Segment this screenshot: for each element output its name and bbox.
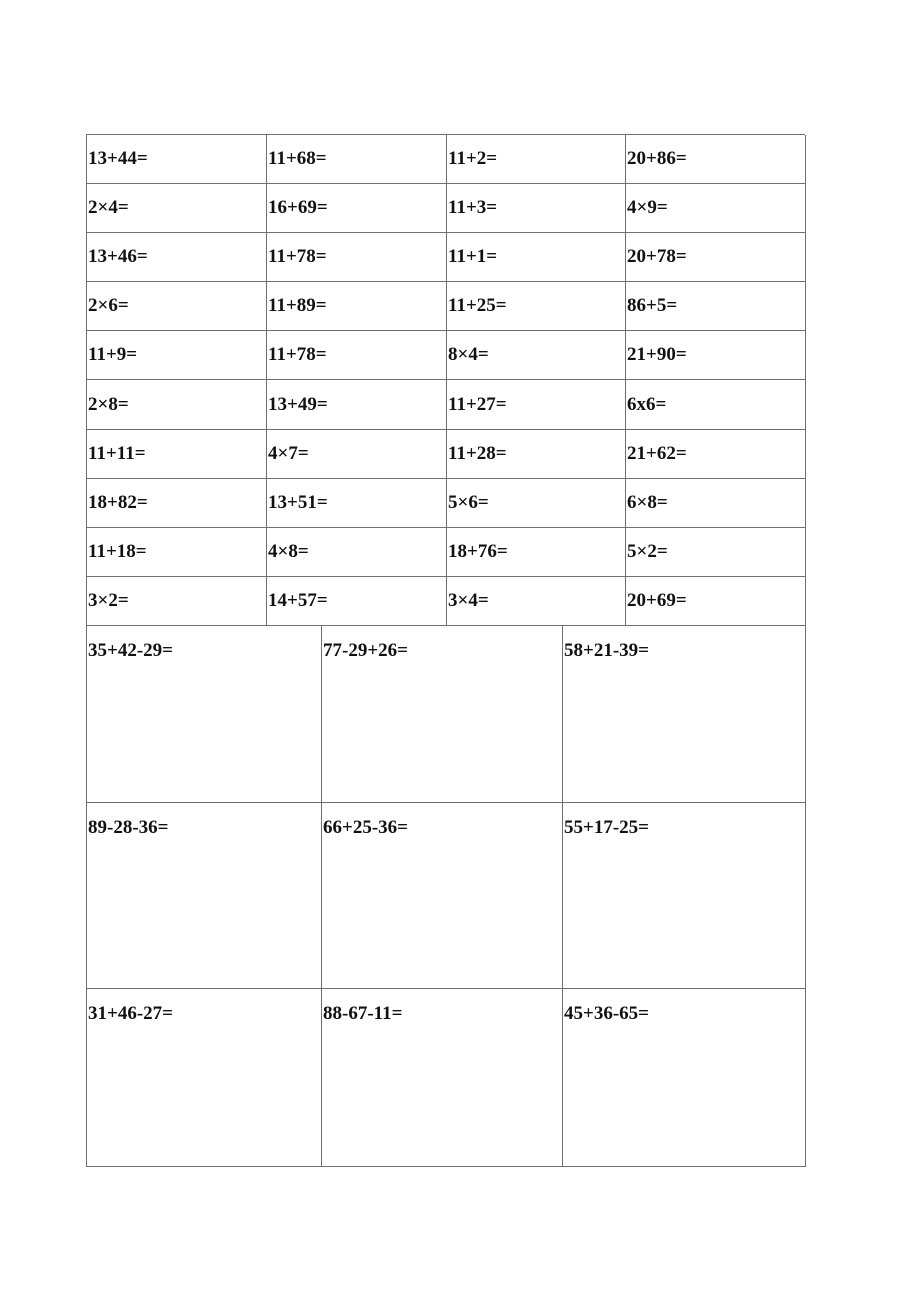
problem-cell: 13+51= bbox=[267, 479, 447, 528]
problem-cell: 21+90= bbox=[626, 331, 806, 380]
problem-cell: 21+62= bbox=[626, 430, 806, 479]
problem-cell: 2×6= bbox=[87, 282, 267, 331]
problem-cell: 20+78= bbox=[626, 233, 806, 282]
problem-cell: 11+68= bbox=[267, 135, 447, 184]
multi-step-problem-cell: 88-67-11= bbox=[322, 989, 563, 1167]
problem-cell: 86+5= bbox=[626, 282, 806, 331]
problem-cell: 11+78= bbox=[267, 331, 447, 380]
problem-cell: 13+44= bbox=[87, 135, 267, 184]
worksheet bbox=[86, 134, 805, 1167]
simple-problems-grid bbox=[86, 134, 805, 626]
problem-cell: 11+27= bbox=[447, 380, 626, 429]
problem-cell: 13+46= bbox=[87, 233, 267, 282]
problem-cell: 11+28= bbox=[447, 430, 626, 479]
multi-step-problems-grid bbox=[86, 626, 805, 1167]
problem-cell: 2×8= bbox=[87, 380, 267, 429]
multi-step-problem-cell: 55+17-25= bbox=[563, 803, 806, 989]
problem-cell: 3×2= bbox=[87, 577, 267, 626]
multi-step-problem-cell: 31+46-27= bbox=[87, 989, 322, 1167]
multi-step-problem-cell: 45+36-65= bbox=[563, 989, 806, 1167]
problem-cell: 18+76= bbox=[447, 528, 626, 577]
problem-cell: 11+9= bbox=[87, 331, 267, 380]
problem-cell: 20+69= bbox=[626, 577, 806, 626]
problem-cell: 3×4= bbox=[447, 577, 626, 626]
problem-cell: 11+78= bbox=[267, 233, 447, 282]
problem-cell: 14+57= bbox=[267, 577, 447, 626]
problem-cell: 11+89= bbox=[267, 282, 447, 331]
multi-step-problem-cell: 35+42-29= bbox=[87, 626, 322, 803]
problem-cell: 16+69= bbox=[267, 184, 447, 233]
problem-cell: 11+1= bbox=[447, 233, 626, 282]
problem-cell: 6×8= bbox=[626, 479, 806, 528]
problem-cell: 4×8= bbox=[267, 528, 447, 577]
problem-cell: 5×6= bbox=[447, 479, 626, 528]
problem-cell: 11+3= bbox=[447, 184, 626, 233]
problem-cell: 8×4= bbox=[447, 331, 626, 380]
problem-cell: 11+11= bbox=[87, 430, 267, 479]
multi-step-problem-cell: 89-28-36= bbox=[87, 803, 322, 989]
multi-step-problem-cell: 77-29+26= bbox=[322, 626, 563, 803]
problem-cell: 2×4= bbox=[87, 184, 267, 233]
problem-cell: 11+2= bbox=[447, 135, 626, 184]
problem-cell: 18+82= bbox=[87, 479, 267, 528]
problem-cell: 20+86= bbox=[626, 135, 806, 184]
problem-cell: 11+18= bbox=[87, 528, 267, 577]
multi-step-problem-cell: 66+25-36= bbox=[322, 803, 563, 989]
problem-cell: 13+49= bbox=[267, 380, 447, 429]
multi-step-problem-cell: 58+21-39= bbox=[563, 626, 806, 803]
problem-cell: 11+25= bbox=[447, 282, 626, 331]
problem-cell: 4×7= bbox=[267, 430, 447, 479]
problem-cell: 6x6= bbox=[626, 380, 806, 429]
problem-cell: 5×2= bbox=[626, 528, 806, 577]
problem-cell: 4×9= bbox=[626, 184, 806, 233]
